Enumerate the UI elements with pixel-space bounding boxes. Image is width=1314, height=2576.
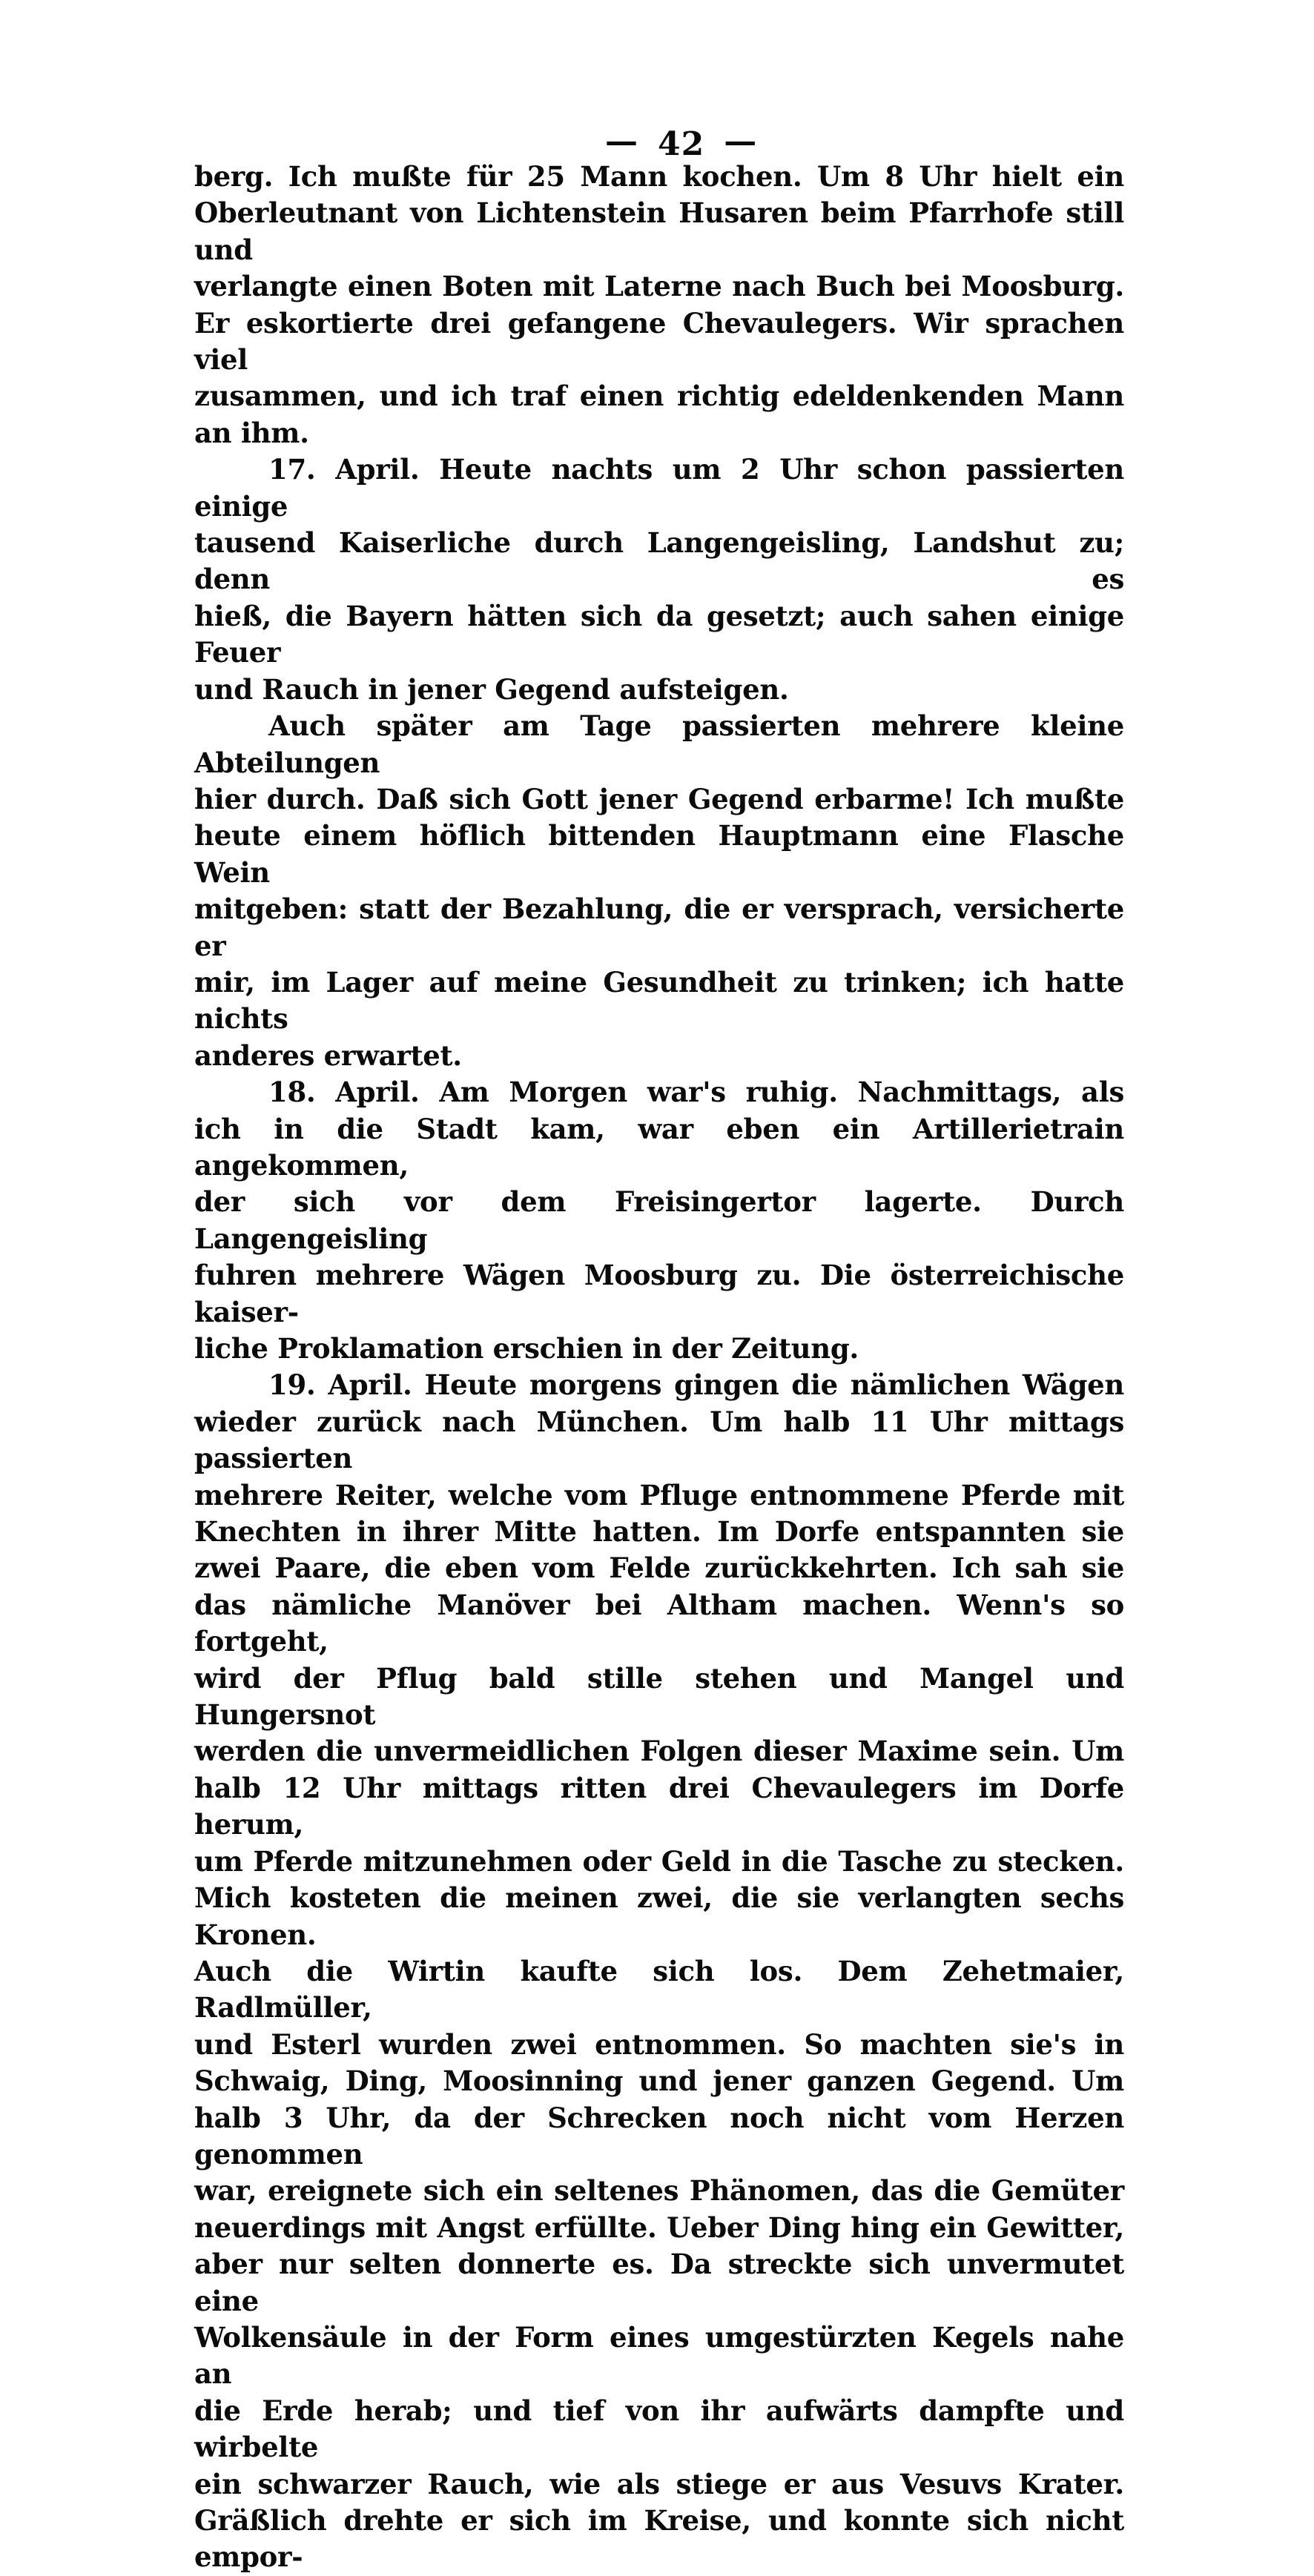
text-line: verlangte einen Boten mit Laterne nach Buch bei Moosburg. (194, 270, 1124, 303)
text-line: Auch später am Tage passierten mehrere kleine Abteilungen (194, 709, 1124, 779)
text-line: tausend Kaiserliche durch Langengeisling, Landshut zu; denn es (194, 526, 1124, 596)
page-number: 42 (658, 125, 705, 163)
text-line: Er eskortierte drei gefangene Chevaulegers. Wir sprachen viel (194, 306, 1124, 377)
text-block (194, 159, 1124, 2576)
text-line: mir, im Lager auf meine Gesundheit zu trinken; ich hatte nichts (194, 965, 1124, 1036)
text-line: Schwaig, Ding, Moosinning und jener ganzen Gegend. Um (194, 2065, 1124, 2098)
text-line: Mich kosteten die meinen zwei, die sie verlangten sechs Kronen. (194, 1881, 1124, 1951)
header-right-dash: — (724, 122, 758, 160)
text-line: ein schwarzer Rauch, wie als stiege er aus Vesuvs Krater. (194, 2467, 1124, 2500)
text-line: berg. Ich mußte für 25 Mann kochen. Um 8 Uhr hielt ein (194, 160, 1124, 193)
text-line: um Pferde mitzunehmen oder Geld in die Tasche zu stecken. (194, 1844, 1124, 1878)
text-line: 19. April. Heute morgens gingen die nämlichen Wägen (268, 1368, 1124, 1402)
text-line: Wolkensäule in der Form eines umgestürzten Kegels nahe an (194, 2320, 1124, 2391)
text-line: zusammen, und ich traf einen richtig edeldenkenden Mann an ihm. (194, 380, 1124, 449)
text-line: wieder zurück nach München. Um halb 11 Uhr mittags passierten (194, 1405, 1124, 1475)
text-line: die Erde herab; und tief von ihr aufwärts dampfte und wirbelte (194, 2394, 1124, 2464)
text-line: Oberleutnant von Lichtenstein Husaren beim Pfarrhofe still und (194, 196, 1124, 266)
text-line: fuhren mehrere Wägen Moosburg zu. Die österreichische kaiser- (194, 1259, 1124, 1328)
text-line: anderes erwartet. (194, 1039, 462, 1072)
header-left-dash: — (605, 122, 639, 160)
text-line: und Rauch in jener Gegend aufsteigen. (194, 672, 789, 706)
text-line: liche Proklamation erschien in der Zeitung. (194, 1332, 859, 1365)
text-line: der sich vor dem Freisingertor lagerte. Durch Langengeisling (194, 1185, 1124, 1255)
text-line: 18. April. Am Morgen war's ruhig. Nachmittags, als (268, 1076, 1124, 1109)
text-line: mitgeben: statt der Bezahlung, die er versprach, versicherte er (194, 893, 1124, 962)
text-line: Knechten in ihrer Mitte hatten. Im Dorfe entspannten sie (194, 1515, 1124, 1549)
text-line: das nämliche Manöver bei Altham machen. Wenn's so fortgeht, (194, 1588, 1124, 1658)
text-line: halb 12 Uhr mittags ritten drei Chevaulegers im Dorfe herum, (194, 1771, 1124, 1841)
text-line: 17. April. Heute nachts um 2 Uhr schon passierten einige (194, 453, 1124, 523)
text-line: aber nur selten donnerte es. Da streckte sich unvermutet eine (194, 2248, 1124, 2317)
text-line: ich in die Stadt kam, war eben ein Artillerietrain angekommen, (194, 1112, 1124, 1182)
text-line: Gräßlich drehte er sich im Kreise, und konnte sich nicht empor- (194, 2504, 1124, 2574)
text-line: war, ereignete sich ein seltenes Phänomen, das die Gemüter (194, 2174, 1124, 2208)
text-line: mehrere Reiter, welche vom Pfluge entnommene Pferde mit (194, 1478, 1124, 1512)
text-line: hier durch. Daß sich Gott jener Gegend erbarme! Ich mußte (194, 782, 1124, 815)
text-line: wird der Pflug bald stille stehen und Mangel und Hungersnot (194, 1661, 1124, 1732)
text-line: und Esterl wurden zwei entnommen. So machten sie's in (194, 2027, 1124, 2061)
text-line: zwei Paare, die eben vom Felde zurückkehrten. Ich sah sie (194, 1552, 1124, 1585)
text-line: hieß, die Bayern hätten sich da gesetzt; auch sahen einige Feuer (194, 599, 1124, 669)
text-line: werden die unvermeidlichen Folgen dieser Maxime sein. Um (194, 1735, 1124, 1768)
text-line: Auch die Wirtin kaufte sich los. Dem Zehetmaier, Radlmüller, (194, 1954, 1124, 2024)
text-line: heute einem höflich bittenden Hauptmann eine Flasche Wein (194, 819, 1124, 889)
text-line: halb 3 Uhr, da der Schrecken noch nicht vom Herzen genommen (194, 2101, 1124, 2171)
text-line: neuerdings mit Angst erfüllte. Ueber Ding hing ein Gewitter, (194, 2211, 1124, 2244)
